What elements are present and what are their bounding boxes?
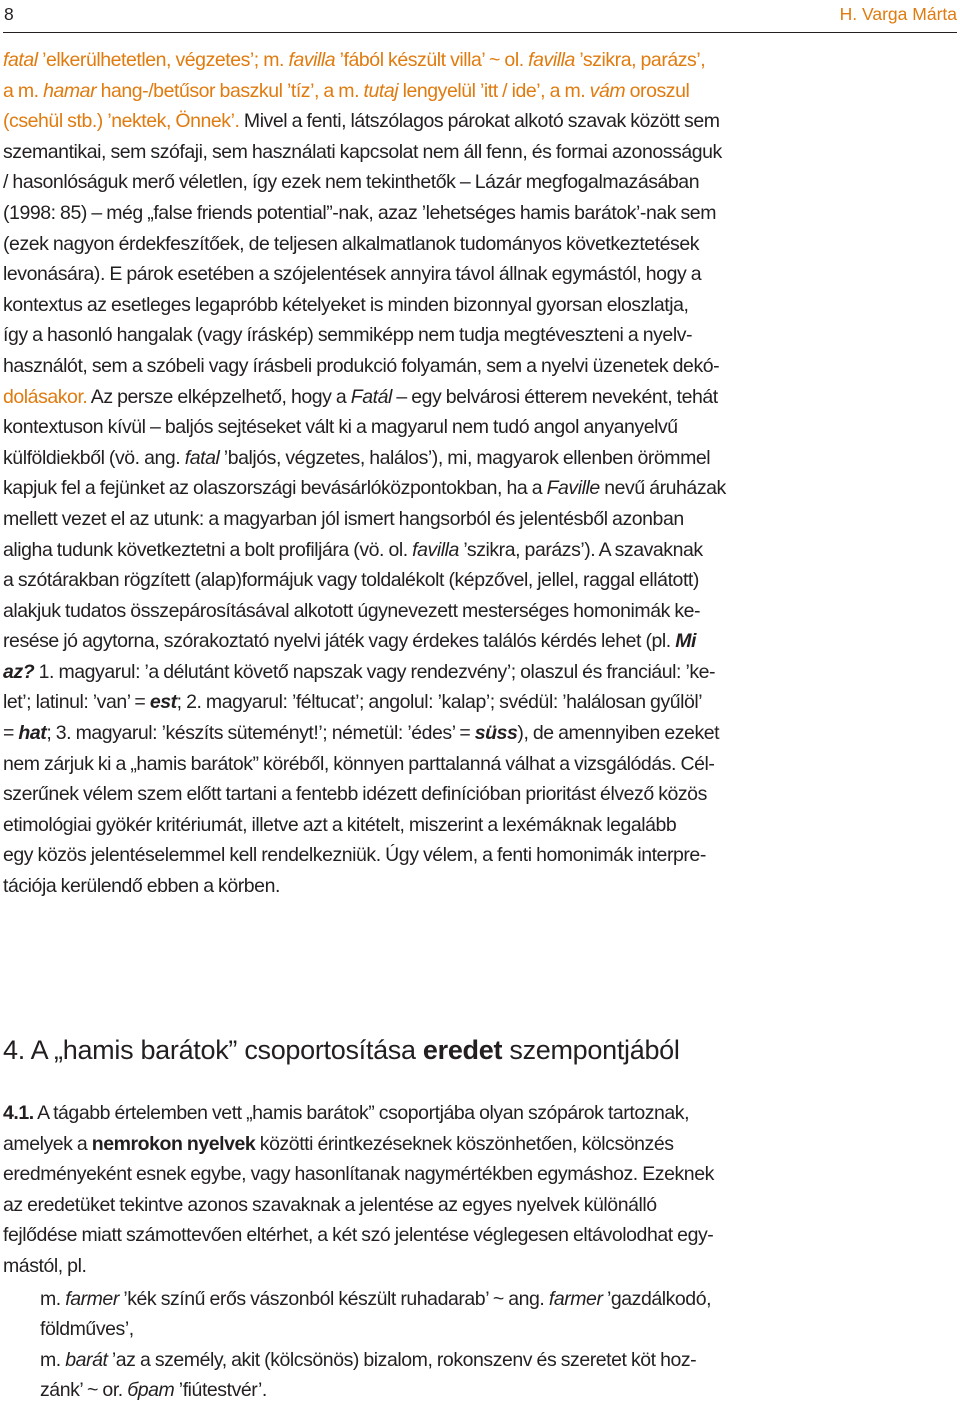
text-run: nemrokon nyelvek [91,1132,256,1155]
example-line [3,1284,957,1315]
text-run: Mivel a fenti, látszólagos párokat alkotó szavak között sem [239,110,720,133]
text-line [3,657,957,688]
text-line: levonására). E párok esetében a szójelentések annyira távol állnak egymástól, hogy a [3,263,702,286]
text-run: Az persze elképzelhető, hogy a [87,385,351,408]
text-line: fejlődése miatt számottevően eltérhet, a két szó jelentése véglegesen eltávolodhat egy- [3,1224,714,1247]
text-run: est [149,691,177,714]
text-line: kontextuson kívül – baljós sejtéseket vált ki a magyarul nem tudó angol anyanyelvű [3,416,678,439]
section-heading-post: szempontjából [502,1035,680,1065]
text-run: 1. magyarul: ’a délutánt követő napszak vagy rendezvény’; olaszul és franciául: ’ke- [34,660,716,683]
text-run: ’baljós, végzetes, halálos’), mi, magyarok ellenben örömmel [219,446,711,469]
text-run: vám [589,79,626,102]
text-line: használót, sem a szóbeli vagy írásbeli produkció folyamán, sem a nyelvi üzenetek dekó- [3,354,720,377]
text-run: fatal [3,49,38,71]
text-line: (ezek nagyon érdekfeszítőek, de teljesen alkalmatlanok tudományos következtetések [3,232,700,255]
example-line [3,1345,957,1376]
text-run: let’; latinul: ’van’ = [3,691,150,714]
text-run: ’az a személy, akit (kölcsönös) bizalom, rokonszenv és szeretet köt hoz- [107,1348,697,1371]
text-line [3,535,957,566]
text-run: hamar [43,79,97,102]
text-line: a szótárakban rögzített (alap)formájuk vagy toldalékolt (képzővel, jellel, raggal ellátott) [3,569,699,592]
text-line: egy közös jelentéselemmel kell rendelkezniük. Úgy vélem, a fenti homonimák interpre- [3,844,706,867]
text-run: ’szikra, parázs’, [574,49,706,71]
running-head-author: H. Varga Márta [839,4,957,24]
text-run: = [3,722,19,745]
text-line: alakjuk tudatos összepárosításával alkotott úgynevezett mesterséges homonimák ke- [3,599,701,622]
text-line: szerűnek vélem szem előtt tartani a fentebb idézett definícióban prioritást élvező közös [3,783,707,806]
text-line [3,382,957,413]
text-line: tációja kerülendő ebben a körben. [3,875,280,898]
text-line [3,76,957,107]
example-barat [3,1345,957,1406]
text-run: ; 3. magyarul: ’készíts süteményt!’; németül: ’édes’ = [46,722,475,745]
text-line: nem zárjuk ki a „hamis barátok” köréből, könnyen parttalanná válhat a vizsgálódás. Cél- [3,752,715,775]
page-header [4,2,957,30]
text-run: – egy belvárosi étterem neveként, tehát [391,385,718,408]
text-run: Faville [546,477,600,500]
text-run: kapjuk fel a fejünket az olaszországi bevásárlóközpontokban, ha a [3,477,547,500]
text-run: Fatál [350,385,392,408]
text-run: oroszul [625,79,690,102]
example-farmer [3,1284,957,1345]
paragraph-main [3,45,957,902]
text-line [3,687,957,718]
text-line [3,1129,957,1160]
text-run: lengyelül ’itt / ide’, a m. [398,79,590,102]
text-run: farmer [65,1287,119,1310]
text-line [3,626,957,657]
text-line: / hasonlóságuk merő véletlen, így ezek nem tekinthetők – Lázár megfogalmazásában [3,171,700,194]
text-line: az eredetüket tekintve azonos szavaknak a jelentése az egyes nyelvek különálló [3,1193,657,1216]
text-line [3,1098,957,1129]
text-line: kontextus az esetleges legapróbb kételyeket is minden bizonnyal gyorsan eloszlatja, [3,293,689,316]
text-run: ’szikra, parázs’). A szavaknak [458,538,703,561]
text-run: favilla [412,538,459,561]
text-run: A tágabb értelemben vett „hamis barátok” csoportjába olyan szópárok tartoznak, [33,1102,690,1124]
text-run: ; 2. magyarul: ’féltucat’; angolul: ’kalap’; svédül: ’halálosan gyűlöl’ [176,691,703,714]
text-run: aligha tudunk következtetni a bolt profiljára (vö. ol. [3,538,413,561]
text-line [3,45,957,76]
text-run: favilla [288,49,336,71]
text-run: 4.1. [3,1102,34,1124]
text-run: favilla [528,49,575,71]
text-run: a m. [3,79,44,102]
text-run: fatal [184,446,220,469]
text-line: mástól, pl. [3,1254,87,1277]
text-run: farmer [548,1287,603,1310]
text-run: dolásakor. [3,385,88,408]
text-run: ’gazdálkodó, [602,1287,712,1310]
text-run: hat [18,722,47,745]
text-line [3,718,957,749]
page-number: 8 [4,4,14,24]
text-run: ), de amennyiben ezeket [517,722,720,745]
text-run: m. [40,1287,66,1310]
text-run: nevű áruházak [599,477,726,500]
text-line: (1998: 85) – még „false friends potential”-nak, azaz ’lehetséges hamis barátok’-nak sem [3,201,716,224]
section-heading-emphasis: eredet [422,1035,503,1065]
text-line: eredményeként esnek egybe, vagy hasonlítanak nagymértékben egymáshoz. Ezeknek [3,1163,714,1186]
text-run: m. [40,1348,66,1371]
subsection-4-1 [3,1098,957,1406]
text-line: így a hasonló hangalak (vagy íráskép) semmiképp nem tudja megtéveszteni a nyelv- [3,324,693,347]
text-run: ’fából készült villa’ ~ ol. [335,49,529,71]
text-run: брат [127,1379,175,1402]
text-run: tutaj [363,79,399,102]
example-line [3,1375,957,1406]
text-line: etimológiai gyökér kritériumát, illetve azt a kitételt, miszerint a lexémáknak legalább [3,813,677,836]
text-line: szemantikai, sem szófaji, sem használati kapcsolat nem áll fenn, és formai azonosságuk [3,140,722,163]
text-run: ’kék színű erős vászonból készült ruhadarab’ ~ ang. [118,1287,549,1310]
text-line [3,473,957,504]
text-line [3,106,957,137]
header-rule [3,32,957,33]
text-run: Mi [675,630,696,653]
text-run: az? [3,660,35,683]
text-run: ’fiútestvér’. [174,1379,267,1402]
section-heading [3,1032,957,1068]
text-run: süss [474,722,518,745]
text-run: (csehül stb.) ’nektek, Önnek’. [3,110,240,133]
text-run: ’elkerülhetetlen, végzetes’; m. [37,49,289,71]
text-run: barát [65,1348,108,1371]
text-line [3,443,957,474]
text-run: resése jó agytorna, szórakoztató nyelvi játék vagy érdekes találós kérdés lehet (pl. [3,630,676,653]
text-run: zánk’ ~ or. [40,1379,128,1402]
text-run: közötti érintkezéseknek köszönhetően, kölcsönzés [255,1132,674,1155]
section-heading-pre: 4. A „hamis barátok” csoportosítása [3,1035,423,1065]
text-run: amelyek a [3,1132,92,1155]
text-run: hang-/betűsor baszkul ’tíz’, a m. [96,79,364,102]
text-run: külföldiekből (vö. ang. [3,446,185,469]
example-line: földműves’, [40,1318,134,1341]
text-line: mellett vezet el az utunk: a magyarban jól ismert hangsorból és jelentésből azonban [3,507,684,530]
